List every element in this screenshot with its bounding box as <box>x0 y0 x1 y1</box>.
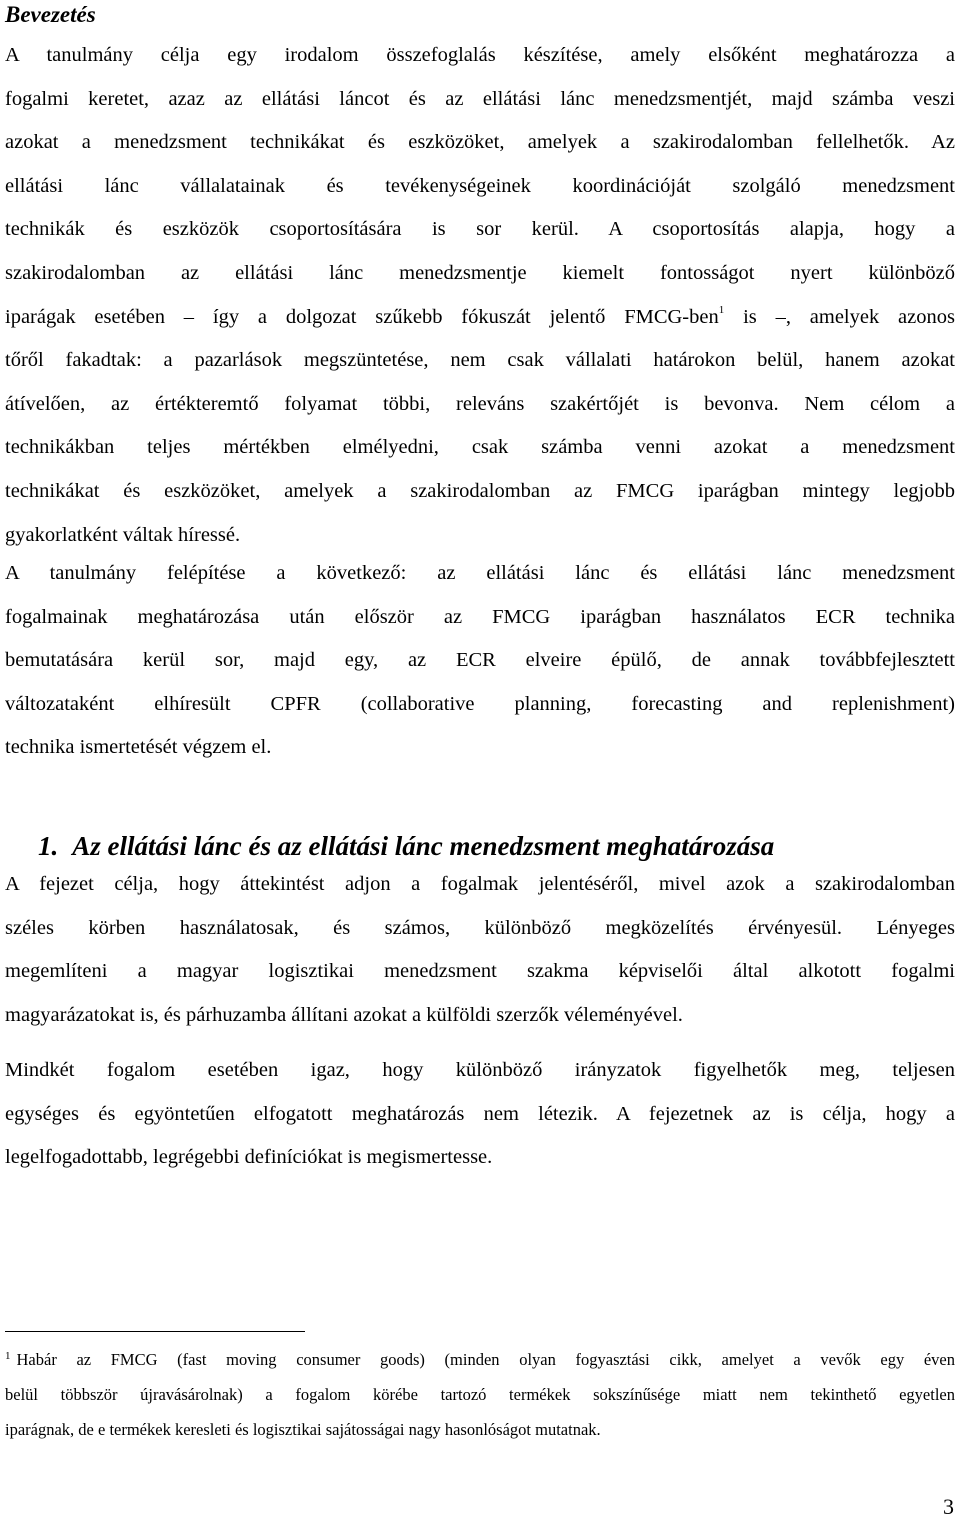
text-line: technikákat és eszközöket, amelyek a szakirodalomban az FMCG iparágban mintegy legjobb <box>5 479 955 502</box>
footnote-text: Habár az FMCG (fast moving consumer goods) (minden olyan fogyasztási cikk, amelyet a vevők egy éven <box>16 1350 955 1369</box>
footnote-reference[interactable]: 1 <box>718 303 725 316</box>
text-line: egységes és egyöntetűen elfogatott meghatározás nem létezik. A fejezetnek az is célja, hogy a <box>5 1102 955 1125</box>
text-line: széles körben használatosak, és számos, különböző megközelítés érvényesül. Lényeges <box>5 916 955 939</box>
footnote-line: belül többször újravásárolnak) a fogalom körébe tartozó termékek sokszínűsége miatt nem tekinthető egyetlen <box>5 1385 955 1404</box>
text-line: átívelően, az értékteremtő folyamat többi, releváns szakértőjét is bevonva. Nem célom a <box>5 392 955 415</box>
text-line: technika ismertetését végzem el. <box>5 736 272 759</box>
footnote-separator <box>5 1331 305 1332</box>
section-title-text: Az ellátási lánc és az ellátási lánc menedzsment meghatározása <box>72 831 775 861</box>
text-line: A fejezet célja, hogy áttekintést adjon a fogalmak jelentéséről, mivel azok a szakirodalomban <box>5 873 955 895</box>
text-line: szakirodalomban az ellátási lánc menedzsmentje kiemelt fontosságot nyert különböző <box>5 261 955 284</box>
intro-heading: Bevezetés <box>5 2 96 27</box>
section-paragraph-1 <box>5 863 955 1037</box>
footnote <box>5 1342 955 1447</box>
section-number: 1. <box>38 831 59 861</box>
text-line: technikákban teljes mértékben elmélyedni, csak számba venni azokat a menedzsment <box>5 436 955 459</box>
footnote-line <box>5 1342 955 1377</box>
text-line-with-footnote <box>5 296 955 340</box>
section-heading <box>38 828 774 864</box>
text-line: technikák és eszközök csoportosítására is sor kerül. A csoportosítás alapja, hogy a <box>5 218 955 241</box>
text-line: A tanulmány célja egy irodalom összefoglalás készítése, amely elsőként meghatározza a <box>5 44 955 66</box>
footnote-line: iparágnak, de e termékek keresleti és logisztikai sajátosságai nagy hasonlóságot mutatnak. <box>5 1420 601 1439</box>
section-paragraph-2 <box>5 1049 955 1180</box>
text-line: megemlíteni a magyar logisztikai menedzsment szakma képviselői által alkotott fogalmi <box>5 960 955 983</box>
text-line: azokat a menedzsment technikákat és eszközöket, amelyek a szakirodalomban fellelhetők. Az <box>5 131 955 154</box>
text-line: tőről fakadtak: a pazarlások megszüntetése, nem csak vállalati határokon belül, hanem azokat <box>5 349 955 372</box>
text-line: gyakorlatként váltak híressé. <box>5 523 241 546</box>
text-line: A tanulmány felépítése a következő: az ellátási lánc és ellátási lánc menedzsment <box>5 562 955 584</box>
text-line: bemutatására kerül sor, majd egy, az ECR elveire épülő, de annak továbbfejlesztett <box>5 649 955 672</box>
text-segment: iparágak esetében – így a dolgozat szűkebb fókuszát jelentő FMCG-ben <box>5 305 719 328</box>
intro-paragraph-2 <box>5 552 955 770</box>
text-line: változataként elhíresült CPFR (collaborative planning, forecasting and replenishment) <box>5 692 955 715</box>
intro-paragraph-1 <box>5 34 955 557</box>
text-segment: is –, amelyek azonos <box>724 305 955 328</box>
text-line: fogalmainak meghatározása után először az FMCG iparágban használatos ECR technika <box>5 605 955 628</box>
footnote-mark: 1 <box>5 1349 11 1362</box>
text-line: ellátási lánc vállalatainak és tevékenységeinek koordinációját szolgáló menedzsment <box>5 174 955 197</box>
text-line: legelfogadottabb, legrégebbi definíciókat is megismertesse. <box>5 1146 493 1169</box>
text-line: magyarázatokat is, és párhuzamba állítani azokat a külföldi szerzők véleményével. <box>5 1003 683 1026</box>
page-number: 3 <box>943 1494 954 1519</box>
text-line: Mindkét fogalom esetében igaz, hogy különböző irányzatok figyelhetők meg, teljesen <box>5 1059 955 1081</box>
text-line: fogalmi keretet, azaz az ellátási láncot és az ellátási lánc menedzsmentjét, majd számba veszi <box>5 87 955 110</box>
